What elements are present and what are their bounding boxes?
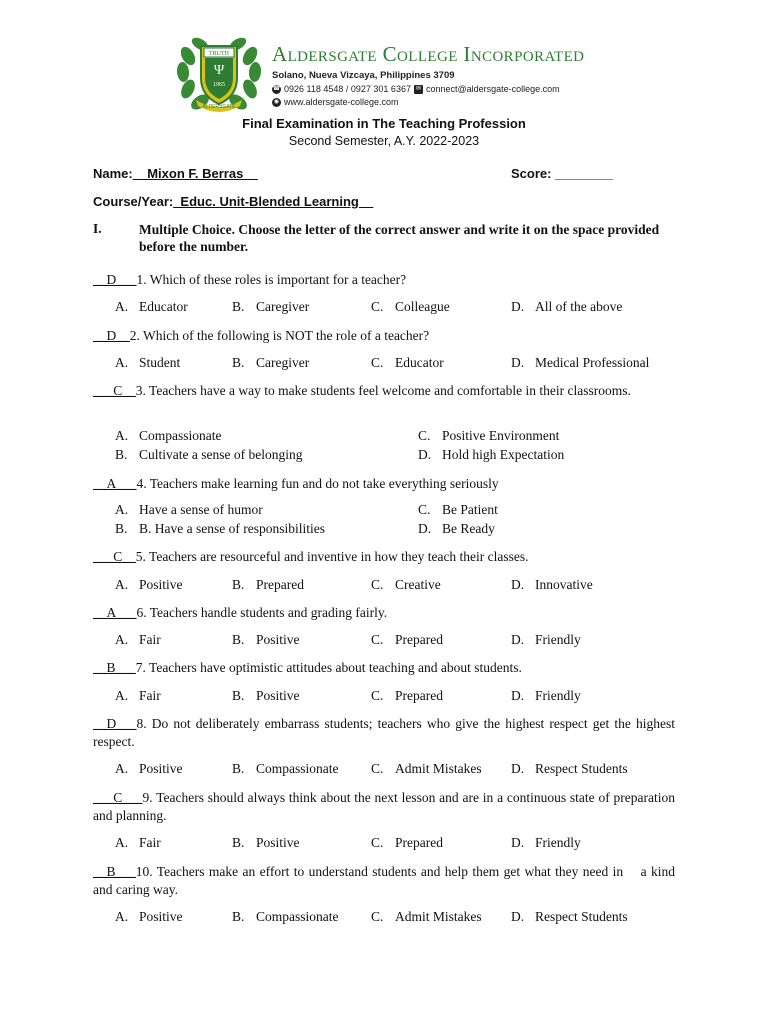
option-d: D. Medical Professional [511,355,650,370]
option-b: B. Caregiver [232,299,310,314]
question-text: 9. Teachers should always think about the next lesson and are in a continuous state of preparation and planning. [93,790,675,823]
option-a: A. Positive [115,577,183,592]
option-a: A. Educator [115,299,188,314]
option-d: D. Friendly [511,835,581,850]
college-seal-icon [176,34,262,112]
name-row [93,166,258,181]
question-text: 2. Which of the following is NOT the role of a teacher? [129,328,430,343]
option-b: B. B. Have a sense of responsibilities [115,521,325,536]
question-10 [93,863,679,899]
score-label: Score: [511,166,552,181]
option-a: A. Have a sense of humor [115,502,263,517]
college-website: www.aldersgate-college.com [284,97,399,107]
option-b: B. Compassionate [232,761,339,776]
question-3 [93,382,675,400]
question-6 [93,604,675,622]
answer-blank: __B___ [93,660,136,675]
question-text: 5. Teachers are resourceful and inventive in how they teach their classes. [135,549,529,564]
option-c: C. Prepared [371,835,443,850]
option-c: C. Admit Mistakes [371,761,482,776]
question-1 [93,271,675,289]
question-text: 3. Teachers have a way to make students feel welcome and comfortable in their classrooms. [135,383,631,398]
answer-blank: ___C__ [93,549,136,564]
svg-text:Ψ: Ψ [213,63,225,78]
option-d: D. All of the above [511,299,623,314]
exam-title: Final Examination in The Teaching Profession [242,116,526,131]
phone-icon: ☎ [272,85,281,92]
option-d: D. Respect Students [511,761,628,776]
exam-subtitle: Second Semester, A.Y. 2022-2023 [288,134,480,148]
option-a: A. Positive [115,909,183,924]
question-4 [93,475,675,493]
score-value: ________ [555,166,613,181]
course-label: Course/Year: [93,194,174,209]
answer-blank: __D___ [93,272,137,287]
section-instruction: Multiple Choice. Choose the letter of the correct answer and write it on the space provided before the number. [139,222,660,254]
option-b: B. Cultivate a sense of belonging [115,447,303,462]
option-d: D. Friendly [511,632,581,647]
letterhead [176,34,616,112]
question-text: 4. Teachers make learning fun and do not take everything seriously [136,476,499,491]
answer-blank: ___C__ [93,383,136,398]
option-b: B. Caregiver [232,355,310,370]
option-a: A. Fair [115,835,161,850]
option-d: D. Friendly [511,688,581,703]
answer-blank: __D___ [93,716,137,731]
question-text: 8. Do not deliberately embarrass students; teachers who give the highest respect get the highest respect. [93,716,675,749]
answer-blank: __A___ [93,605,137,620]
option-c: C. Be Patient [418,502,498,517]
course-value: _Educ. Unit-Blended Learning__ [173,194,374,209]
college-email: connect@aldersgate-college.com [425,84,560,94]
option-a: A. Fair [115,632,161,647]
college-address: Solano, Nueva Vizcaya, Philippines 3709 [272,70,455,81]
course-row [93,194,373,209]
option-b: B. Positive [232,632,300,647]
svg-text:TRUTH: TRUTH [209,51,229,57]
option-c: C. Prepared [371,632,443,647]
option-c: C. Colleague [371,299,450,314]
question-text: 6. Teachers handle students and grading fairly. [136,605,388,620]
question-2 [93,327,675,345]
option-c: C. Positive Environment [418,428,560,443]
question-9 [93,789,675,825]
question-text: 1. Which of these roles is important for a teacher? [136,272,407,287]
question-text: 7. Teachers have optimistic attitudes about teaching and about students. [135,660,522,675]
option-d: D. Innovative [511,577,593,592]
option-c: C. Prepared [371,688,443,703]
option-a: A. Positive [115,761,183,776]
option-b: B. Prepared [232,577,304,592]
option-b: B. Positive [232,835,300,850]
question-8 [93,715,675,751]
option-d: D. Be Ready [418,521,495,536]
name-label: Name: [93,166,133,181]
svg-text:1965: 1965 [213,82,225,88]
option-b: B. Positive [232,688,300,703]
answer-blank: __B___ [93,864,136,879]
option-c: C. Creative [371,577,441,592]
option-d: D. Hold high Expectation [418,447,565,462]
name-value: __Mixon F. Berras__ [132,166,258,181]
option-b: B. Compassionate [232,909,339,924]
answer-blank: __D__ [93,328,130,343]
option-c: C. Admit Mistakes [371,909,482,924]
answer-blank: __A___ [93,476,137,491]
question-5 [93,548,675,566]
svg-text:ALDERSGATE: ALDERSGATE [202,104,236,110]
college-contact [272,84,560,94]
college-name: Aldersgate College Incorporated [272,42,585,66]
option-a: A. Fair [115,688,161,703]
option-a: A. Compassionate [115,428,222,443]
college-phones: 0926 118 4548 / 0927 301 6367 [284,84,411,94]
email-icon: ✉ [415,85,421,92]
option-d: D. Respect Students [511,909,628,924]
question-7 [93,659,675,677]
college-web [272,97,399,107]
option-c: C. Educator [371,355,444,370]
score-row [511,166,613,181]
question-text: 10. Teachers make an effort to understand students and help them get what they need in a kind and caring way. [93,864,679,897]
section-number: I. [93,221,102,236]
answer-blank: ___C___ [93,790,143,805]
globe-icon: ◉ [273,98,280,105]
option-a: A. Student [115,355,181,370]
